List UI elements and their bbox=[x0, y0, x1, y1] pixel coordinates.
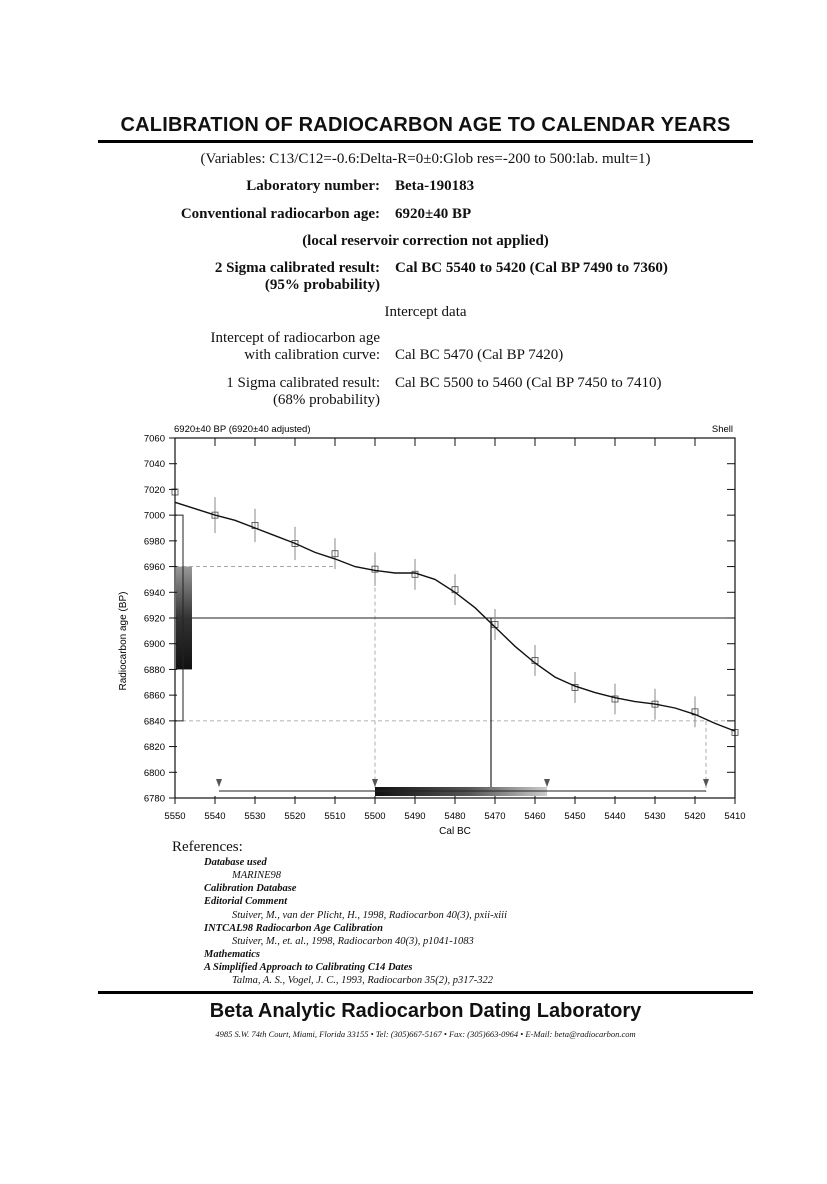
variables-line: (Variables: C13/C12=-0.6:Delta-R=0±0:Glob res=-200 to 500:lab. mult=1) bbox=[200, 151, 651, 167]
range-marker-3 bbox=[703, 779, 709, 787]
references-heading: References: bbox=[172, 839, 243, 855]
range-marker-0 bbox=[216, 779, 222, 787]
ref-mathematics: Mathematics bbox=[204, 949, 261, 960]
x-tick-label: 5520 bbox=[284, 811, 306, 822]
y-tick-label: 6800 bbox=[143, 767, 165, 779]
x-tick-label: 5550 bbox=[164, 811, 186, 822]
intercept-value: Cal BC 5470 (Cal BP 7420) bbox=[395, 347, 564, 363]
y-tick-label: 6920 bbox=[143, 613, 165, 625]
chart-subtitle-left: 6920±40 BP (6920±40 adjusted) bbox=[174, 424, 311, 435]
ref-simplified-approach: A Simplified Approach to Calibrating C14 Dates bbox=[204, 962, 413, 973]
y-tick-label: 7060 bbox=[143, 433, 165, 445]
page-title: CALIBRATION OF RADIOCARBON AGE TO CALENDAR YEARS bbox=[120, 114, 731, 136]
y-tick-label: 6780 bbox=[143, 793, 165, 805]
ref-editorial-comment: Editorial Comment bbox=[204, 896, 288, 907]
y-tick-label: 6820 bbox=[143, 742, 165, 754]
y-tick-label: 6860 bbox=[143, 690, 165, 702]
y-tick-label: 6900 bbox=[143, 639, 165, 651]
y-tick-label: 6960 bbox=[143, 562, 165, 574]
footer-address: 4985 S.W. 74th Court, Miami, Florida 33155 • Tel: (305)667-5167 • Fax: (305)663-0964 • E-Mail: beta@radiocarbon.com bbox=[215, 1029, 636, 1039]
calibration-curve bbox=[175, 502, 735, 731]
x-tick-label: 5510 bbox=[324, 811, 346, 822]
y-tick-label: 6980 bbox=[143, 536, 165, 548]
age-distribution-bar bbox=[176, 567, 192, 670]
calibration-chart bbox=[0, 415, 827, 840]
chart-subtitle-right: Shell bbox=[711, 424, 733, 435]
x-tick-label: 5450 bbox=[564, 811, 586, 822]
x-axis-label: Cal BC bbox=[439, 826, 471, 837]
y-axis-label: Radiocarbon age (BP) bbox=[118, 591, 129, 691]
reservoir-note: (local reservoir correction not applied) bbox=[302, 233, 549, 249]
ref-database-used: Database used bbox=[204, 857, 267, 868]
y-tick-label: 7000 bbox=[143, 510, 165, 522]
intercept-label-2: with calibration curve: bbox=[244, 347, 380, 363]
x-tick-label: 5490 bbox=[404, 811, 426, 822]
intercept-heading: Intercept data bbox=[384, 304, 467, 320]
footer-lab-name: Beta Analytic Radiocarbon Dating Laboratory bbox=[209, 1000, 642, 1022]
sigma1-probability: (68% probability) bbox=[272, 392, 380, 408]
ref-editorial-citation: Stuiver, M., van der Plicht, H., 1998, Radiocarbon 40(3), pxii-xiii bbox=[232, 910, 507, 921]
age-value: 6920±40 BP bbox=[395, 206, 472, 222]
ref-intcal: INTCAL98 Radiocarbon Age Calibration bbox=[204, 923, 384, 934]
age-label: Conventional radiocarbon age: bbox=[180, 206, 380, 222]
ref-simplified-citation: Talma, A. S., Vogel, J. C., 1993, Radiocarbon 35(2), p317-322 bbox=[232, 975, 494, 986]
y-tick-label: 7020 bbox=[143, 484, 165, 496]
y-tick-label: 6840 bbox=[143, 716, 165, 728]
lab-number-label: Laboratory number: bbox=[246, 178, 380, 194]
intercept-label-1: Intercept of radiocarbon age bbox=[210, 330, 380, 346]
x-tick-label: 5420 bbox=[684, 811, 706, 822]
sigma2-label: 2 Sigma calibrated result: bbox=[214, 260, 380, 276]
x-tick-label: 5530 bbox=[244, 811, 266, 822]
x-tick-label: 5480 bbox=[444, 811, 466, 822]
ref-intcal-citation: Stuiver, M., et. al., 1998, Radiocarbon 40(3), p1041-1083 bbox=[232, 936, 474, 947]
lab-number-value: Beta-190183 bbox=[395, 178, 475, 194]
footer-rule bbox=[98, 991, 753, 994]
sigma2-probability: (95% probability) bbox=[264, 277, 380, 293]
title-rule bbox=[98, 140, 753, 143]
y-tick-label: 6940 bbox=[143, 587, 165, 599]
ref-calibration-database: Calibration Database bbox=[204, 883, 297, 894]
y-tick-label: 7040 bbox=[143, 459, 165, 471]
x-tick-label: 5440 bbox=[604, 811, 626, 822]
sigma1-value: Cal BC 5500 to 5460 (Cal BP 7450 to 7410) bbox=[395, 375, 662, 391]
sigma2-value: Cal BC 5540 to 5420 (Cal BP 7490 to 7360) bbox=[395, 260, 668, 276]
x-tick-label: 5540 bbox=[204, 811, 226, 822]
x-tick-label: 5460 bbox=[524, 811, 546, 822]
x-tick-label: 5430 bbox=[644, 811, 666, 822]
y-tick-label: 6880 bbox=[143, 664, 165, 676]
x-tick-label: 5470 bbox=[484, 811, 506, 822]
sigma1-label: 1 Sigma calibrated result: bbox=[226, 375, 380, 391]
ref-database-name: MARINE98 bbox=[232, 870, 281, 881]
x-tick-label: 5500 bbox=[364, 811, 386, 822]
range-marker-2 bbox=[544, 779, 550, 787]
plot-area bbox=[144, 434, 746, 823]
x-tick-label: 5410 bbox=[724, 811, 746, 822]
range-marker-1 bbox=[372, 779, 378, 787]
